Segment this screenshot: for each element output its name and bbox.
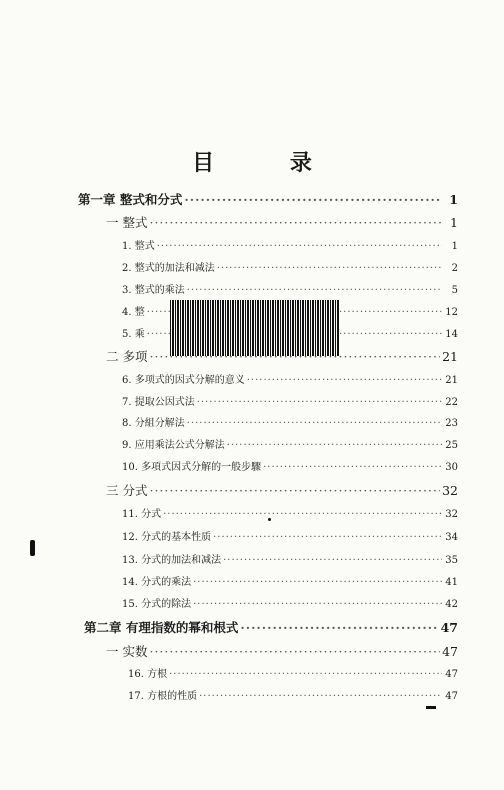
leader-dots (169, 669, 442, 680)
scan-dot (268, 518, 271, 521)
toc-entry-page: 12 (445, 307, 458, 318)
toc-entry-item[interactable] (128, 665, 458, 680)
toc-entry-label: 7. 提取公因式法 (122, 397, 195, 408)
toc-entry-page: 34 (445, 532, 458, 543)
toc-entry-page: 42 (445, 599, 458, 610)
toc-entry-page: 14 (445, 329, 458, 340)
toc-entry-section[interactable] (106, 213, 458, 231)
toc-entry-label: 4. 整 (122, 307, 145, 318)
toc-entry-label: 3. 整式的乘法 (122, 285, 185, 296)
leader-dots (197, 397, 442, 408)
leader-dots (199, 691, 442, 702)
leader-dots (193, 577, 442, 588)
toc-entry-page: 21 (442, 349, 458, 364)
toc-entry-page: 30 (445, 462, 458, 473)
toc-entry-page: 1 (449, 192, 458, 207)
toc-entry-item[interactable] (122, 371, 458, 386)
leader-dots (163, 509, 442, 520)
toc-entry-label: 1. 整式 (122, 241, 155, 252)
toc-entry-page: 41 (445, 577, 458, 588)
toc-entry-section[interactable] (106, 481, 458, 499)
toc-entry-page: 35 (445, 555, 458, 566)
toc-entry-item[interactable] (122, 436, 458, 451)
leader-dots (149, 483, 440, 498)
toc-entry-chapter-2[interactable] (84, 618, 458, 636)
toc-entry-page: 21 (445, 375, 458, 386)
toc-entry-page: 23 (445, 418, 458, 429)
toc-entry-label: 5. 乘 (122, 329, 145, 340)
toc-entry-item[interactable] (122, 259, 458, 274)
leader-dots (240, 620, 438, 635)
toc-entry-label: 第一章 整式和分式 (78, 192, 183, 207)
toc-entry-item[interactable] (122, 237, 458, 252)
leader-dots (149, 644, 440, 659)
leader-dots (227, 440, 442, 451)
toc-entry-item[interactable] (122, 528, 458, 543)
toc-entry-page: 5 (451, 285, 458, 296)
toc-entry-page: 47 (440, 620, 458, 635)
toc-entry-label: 15. 分式的除法 (122, 599, 192, 610)
toc-entry-item[interactable] (122, 414, 458, 429)
toc-entry-page: 22 (445, 397, 458, 408)
leader-dots (217, 263, 442, 274)
leader-dots (157, 241, 442, 252)
toc-entry-item[interactable] (122, 595, 458, 610)
toc-entry-item[interactable] (122, 393, 458, 408)
toc-entry-section[interactable] (106, 642, 458, 660)
leader-dots (187, 418, 442, 429)
toc-entry-label: 一 整式 (106, 215, 148, 230)
toc-entry-page: 47 (445, 669, 458, 680)
toc-entry-item[interactable] (128, 687, 458, 702)
toc-entry-label: 第二章 有理指数的幂和根式 (84, 620, 239, 635)
toc-entry-label: 二 多项 (106, 349, 148, 364)
toc-entry-page: 1 (451, 241, 458, 252)
toc-entry-label: 17. 方根的性质 (128, 691, 198, 702)
toc-entry-label: 16. 方根 (128, 669, 168, 680)
scan-smudge (426, 706, 436, 709)
toc-entry-label: 8. 分組分解法 (122, 418, 185, 429)
toc-entry-label: 14. 分式的乘法 (122, 577, 192, 588)
toc-entry-item[interactable] (122, 458, 458, 473)
toc-entry-label: 9. 应用乘法公式分解法 (122, 440, 225, 451)
leader-dots (184, 192, 442, 207)
leader-dots (247, 375, 442, 386)
toc-entry-page: 25 (445, 440, 458, 451)
toc-entry-item[interactable] (122, 281, 458, 296)
toc-entry-label: 6. 多项式的因式分解的意义 (122, 375, 245, 386)
toc-entry-chapter-1[interactable] (78, 190, 458, 208)
toc-entry-page: 47 (442, 644, 458, 659)
toc-entry-label: 13. 分式的加法和减法 (122, 555, 222, 566)
toc-entry-page: 32 (442, 483, 458, 498)
scan-smudge (30, 540, 35, 556)
toc-entry-item[interactable] (122, 551, 458, 566)
toc-entry-label: 12. 分式的基本性质 (122, 532, 212, 543)
toc-entry-item[interactable] (122, 505, 458, 520)
toc-entry-page: 1 (450, 215, 458, 230)
page-title: 目 录 (192, 150, 346, 176)
toc-entry-label: 一 实数 (106, 644, 148, 659)
toc-entry-label: 2. 整式的加法和减法 (122, 263, 215, 274)
library-barcode-sticker (170, 300, 340, 356)
toc-entry-page: 32 (445, 509, 458, 520)
leader-dots (223, 555, 442, 566)
leader-dots (187, 285, 442, 296)
toc-entry-label: 三 分式 (106, 483, 148, 498)
toc-entry-item[interactable] (122, 573, 458, 588)
leader-dots (149, 215, 442, 230)
leader-dots (193, 599, 442, 610)
leader-dots (263, 462, 442, 473)
toc-entry-label: 11. 分式 (122, 509, 162, 520)
leader-dots (213, 532, 442, 543)
toc-entry-page: 47 (445, 691, 458, 702)
toc-entry-page: 2 (451, 263, 458, 274)
toc-entry-label: 10. 多項式因式分解的一般步驟 (122, 462, 262, 473)
